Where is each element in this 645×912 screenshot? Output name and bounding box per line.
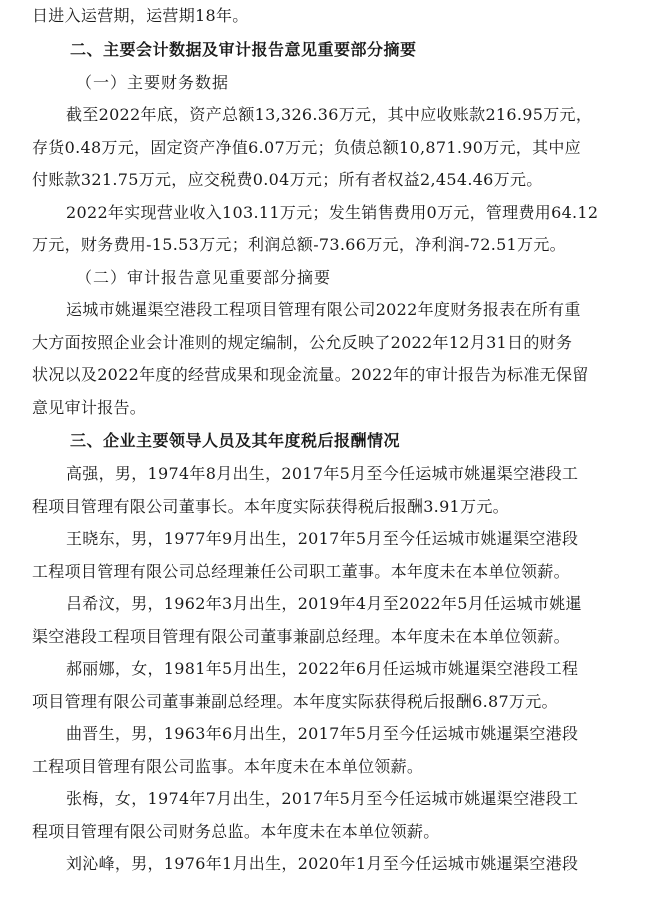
person-paragraph-wang-xiaodong	[32, 523, 619, 588]
paragraph-line: 万元，财务费用-15.53万元；利润总额-73.66万元，净利润-72.51万元。	[32, 235, 566, 254]
financial-data-paragraph-1	[32, 99, 619, 197]
subsection-1-heading: （一）主要财务数据	[76, 72, 230, 92]
paragraph-line: 工程项目管理有限公司监事。本年度未在本单位领薪。	[32, 756, 424, 776]
paragraph-line: 程项目管理有限公司董事长。本年度实际获得税后报酬3.91万元。	[32, 496, 509, 516]
paragraph-line: 状况以及2022年度的经营成果和现金流量。2022年的审计报告为标准无保留	[32, 365, 589, 384]
audit-opinion-paragraph	[32, 294, 619, 424]
paragraph-line: 曲晋生，男，1963年6月出生，2017年5月至今任运城市姚暹渠空港段	[66, 724, 579, 743]
paragraph-line: 郝丽娜，女，1981年5月出生，2022年6月任运城市姚暹渠空港段工程	[66, 659, 579, 678]
paragraph-line: 截至2022年底，资产总额13,326.36万元，其中应收账款216.95万元，	[66, 105, 593, 124]
paragraph-line: 存货0.48万元，固定资产净值6.07万元；负债总额10,871.90万元，其中应	[32, 137, 581, 157]
paragraph-line: 刘沁峰，男，1976年1月出生，2020年1月至今任运城市姚暹渠空港段	[66, 854, 579, 873]
person-paragraph-gao-qiang	[32, 458, 619, 523]
paragraph-line: 高强，男，1974年8月出生，2017年5月至今任运城市姚暹渠空港段工	[66, 464, 579, 483]
paragraph-line: 意见审计报告。	[32, 397, 147, 417]
paragraph-line: 王晓东，男，1977年9月出生，2017年5月至今任运城市姚暹渠空港段	[66, 529, 579, 548]
paragraph-line: 吕希汶，男，1962年3月出生，2019年4月至2022年5月任运城市姚暹	[66, 594, 582, 613]
paragraph-line: 付账款321.75万元，应交税费0.04万元；所有者权益2,454.46万元。	[32, 170, 543, 189]
paragraph-line: 工程项目管理有限公司总经理兼任公司职工董事。本年度未在本单位领薪。	[32, 561, 570, 581]
paragraph-line: 项目管理有限公司董事兼副总经理。本年度实际获得税后报酬6.87万元。	[32, 691, 558, 711]
paragraph-line: 大方面按照企业会计准则的规定编制，公允反映了2022年12月31日的财务	[32, 332, 573, 352]
paragraph-line: 2022年实现营业收入103.11万元；发生销售费用0万元，管理费用64.12	[66, 202, 599, 222]
person-paragraph-lv-xiwen	[32, 588, 619, 653]
section-2-heading: 二、主要会计数据及审计报告意见重要部分摘要	[70, 39, 417, 59]
paragraph-line: 程项目管理有限公司财务总监。本年度未在本单位领薪。	[32, 821, 440, 841]
paragraph-line: 运城市姚暹渠空港段工程项目管理有限公司2022年度财务报表在所有重	[66, 300, 581, 319]
person-paragraph-hao-lina	[32, 653, 619, 718]
person-paragraph-zhang-mei	[32, 783, 619, 848]
paragraph-line: 渠空港段工程项目管理有限公司董事兼副总经理。本年度未在本单位领薪。	[32, 626, 570, 646]
financial-data-paragraph-2	[32, 197, 619, 262]
section-3-heading: 三、企业主要领导人员及其年度税后报酬情况	[70, 431, 401, 450]
subsection-2-heading: （二）审计报告意见重要部分摘要	[76, 267, 332, 287]
person-paragraph-qu-jinsheng	[32, 718, 619, 783]
person-paragraph-liu-qinfeng	[32, 848, 619, 881]
intro-tail-text: 日进入运营期，运营期18年。	[32, 6, 249, 25]
paragraph-line: 张梅，女，1974年7月出生，2017年5月至今任运城市姚暹渠空港段工	[66, 789, 579, 808]
